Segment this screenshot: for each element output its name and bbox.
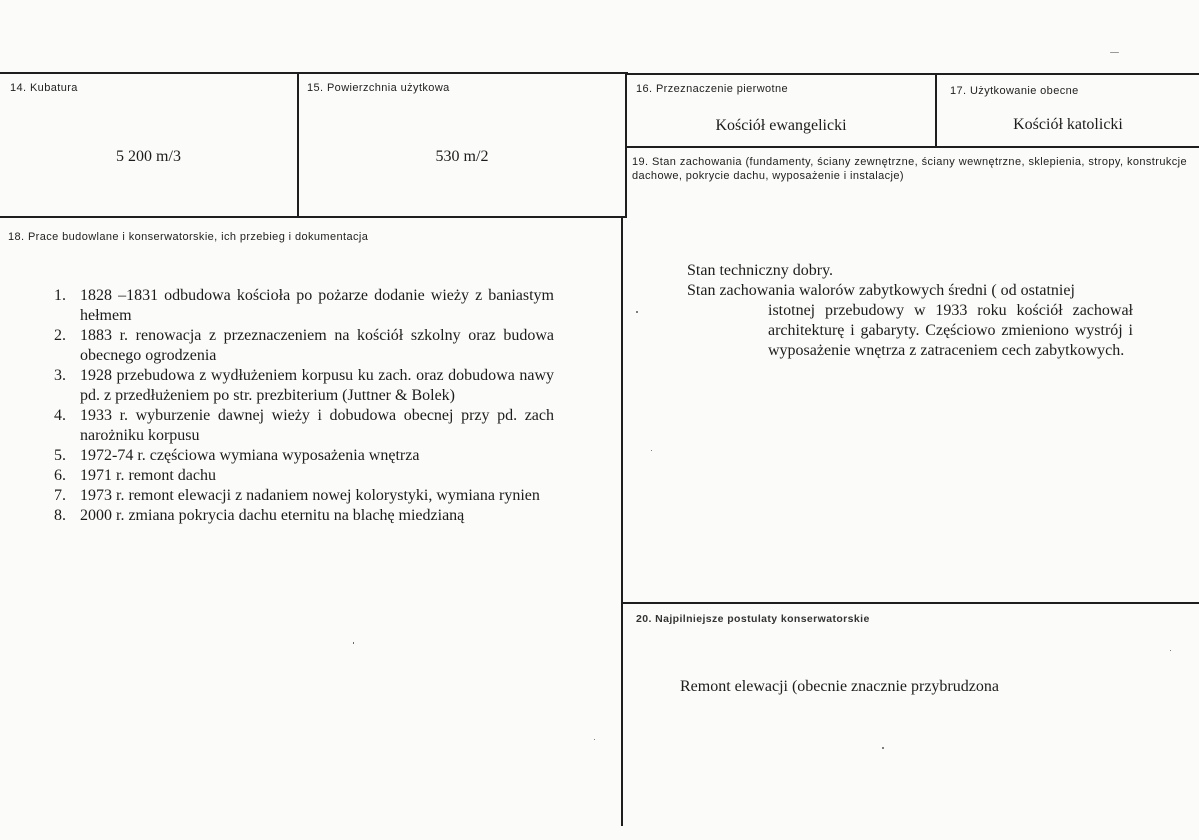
field-16-label: 16. Przeznaczenie pierwotne bbox=[636, 83, 789, 95]
rule-14-15-divider bbox=[297, 72, 299, 218]
field-15-label: 15. Powierzchnia użytkowa bbox=[307, 82, 450, 94]
rule-mid-left bbox=[0, 216, 626, 218]
field-20-value: Remont elewacji (obecnie znacznie przybrudzona bbox=[680, 678, 999, 695]
scan-speck bbox=[1170, 650, 1171, 651]
field-17-value: Kościół katolicki bbox=[1013, 116, 1123, 133]
list-item: 6. 1971 r. remont dachu bbox=[54, 467, 216, 484]
condition-line-2: Stan zachowania walorów zabytkowych średni ( od ostatniej bbox=[687, 282, 1075, 299]
list-item: 2. 1883 r. renowacja z przeznaczeniem na kościół szkolny oraz budowa obecnego ogrodzenia bbox=[54, 327, 554, 364]
list-item: 7. 1973 r. remont elewacji z nadaniem nowej kolorystyki, wymiana rynien bbox=[54, 487, 540, 504]
rule-top-left bbox=[0, 72, 628, 74]
list-item: 4. 1933 r. wyburzenie dawnej wieży i dobudowa obecnej przy pd. zach narożniku korpusu bbox=[54, 407, 554, 444]
scan-speck bbox=[353, 642, 354, 644]
condition-continuation: istotnej przebudowy w 1933 roku kościół zachował architekturę i gabaryty. Częściowo zmieniono wystrój i wyposażenie wnętrza z zatraceniem cech zabytkowych. bbox=[768, 302, 1133, 359]
scan-speck bbox=[651, 450, 652, 451]
scan-speck bbox=[882, 747, 884, 749]
condition-line-1: Stan techniczny dobry. bbox=[687, 262, 834, 279]
field-19-label: 19. Stan zachowania (fundamenty, ściany zewnętrzne, ściany wewnętrzne, sklepienia, stropy, konstrukcje dachowe, pokrycie dachu, wyposażenie i instalacje) bbox=[632, 156, 1187, 182]
field-14-value: 5 200 m/3 bbox=[116, 148, 181, 165]
scan-speck bbox=[594, 739, 595, 740]
rule-center-divider-top bbox=[625, 72, 627, 218]
rule-top-right bbox=[626, 73, 1199, 75]
rule-16-17-bottom bbox=[626, 146, 1199, 148]
list-item: 1. 1828 –1831 odbudowa kościoła po pożarze dodanie wieży z baniastym hełmem bbox=[54, 287, 554, 324]
scan-speck bbox=[636, 311, 638, 313]
field-16-value: Kościół ewangelicki bbox=[715, 117, 847, 134]
rule-19-bottom bbox=[622, 602, 1199, 604]
rule-16-17-divider bbox=[935, 73, 937, 147]
field-14-label: 14. Kubatura bbox=[10, 82, 78, 94]
field-17-label: 17. Użytkowanie obecne bbox=[950, 85, 1079, 97]
field-18-label: 18. Prace budowlane i konserwatorskie, ich przebieg i dokumentacja bbox=[8, 231, 369, 243]
list-item: 8. 2000 r. zmiana pokrycia dachu eternitu na blachę miedzianą bbox=[54, 507, 465, 524]
rule-center-divider bbox=[621, 216, 623, 826]
list-item: 5. 1972-74 r. częściowa wymiana wyposażenia wnętrza bbox=[54, 447, 420, 464]
list-item: 3. 1928 przebudowa z wydłużeniem korpusu ku zach. oraz dobudowa nawy pd. z przedłużeniem po str. prezbiterium (Juttner & Bolek) bbox=[54, 367, 554, 404]
scan-speck bbox=[1110, 52, 1119, 53]
field-15-value: 530 m/2 bbox=[435, 148, 489, 165]
field-20-label: 20. Najpilniejsze postulaty konserwatorskie bbox=[636, 613, 870, 625]
works-list bbox=[48, 286, 554, 526]
